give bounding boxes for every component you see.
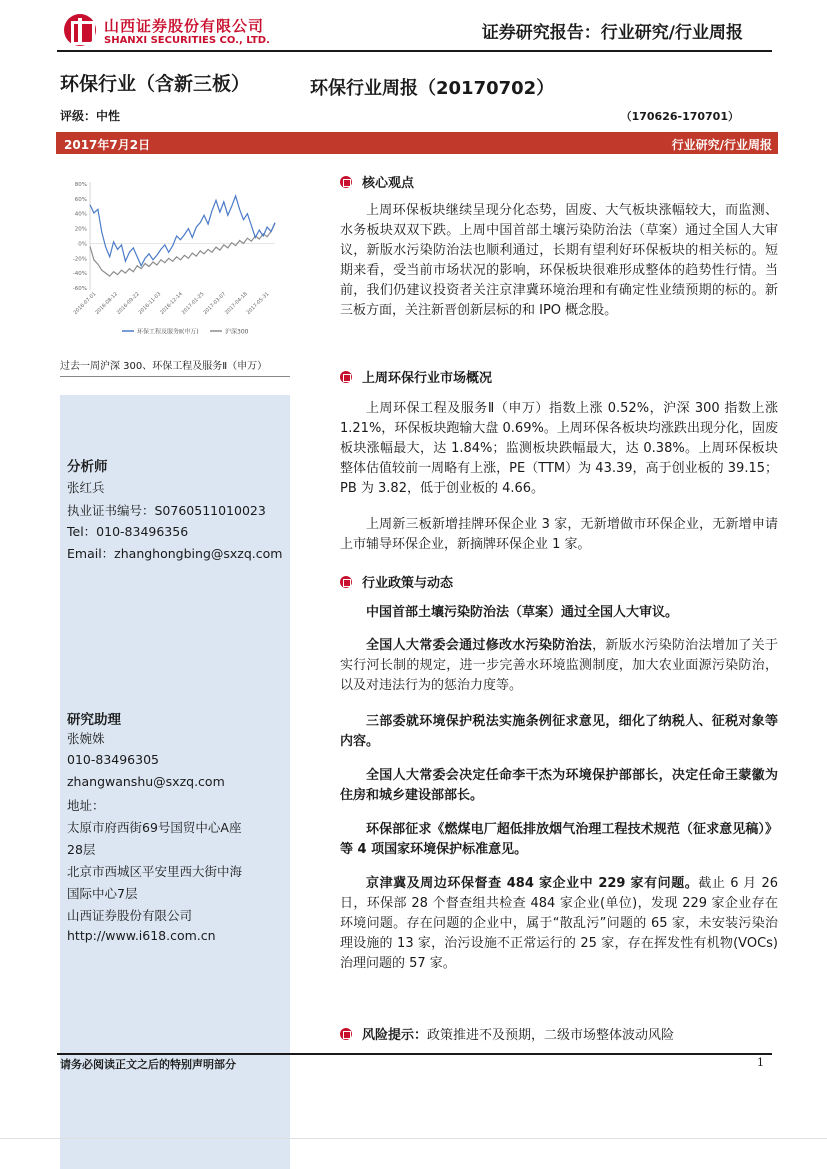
chart-y-tick-label: -60% — [72, 286, 87, 292]
legend-label-env: 环保工程及服务Ⅱ(申万) — [137, 328, 199, 336]
chart-x-tick-label: 2016-07-01 — [72, 291, 98, 316]
company-name-en: SHANXI SECURITIES CO., LTD. — [104, 35, 270, 46]
chart-legend — [122, 328, 249, 336]
chart-x-tick-label: 2016-08-12 — [94, 291, 120, 316]
policy-item-5: 环保部征求《燃煤电厂超低排放烟气治理工程技术规范（征求意见稿）》等 4 项国家环境保护标准意见。 — [340, 822, 778, 857]
logo-icon — [64, 14, 96, 46]
analyst-cert: 执业证书编号：S0760511010023 — [67, 503, 266, 518]
report-category: 行业研究/行业周报 — [671, 138, 772, 152]
company-website[interactable]: http://www.i618.com.cn — [67, 928, 216, 943]
address-line: 28层 — [67, 842, 96, 857]
chart-separator — [60, 376, 290, 377]
assistant-title: 研究助理 — [67, 712, 121, 728]
report-date: 2017年7月2日 — [64, 138, 151, 152]
company-name-cn: 山西证券股份有限公司 — [104, 17, 265, 35]
policy-item-6: 京津冀及周边环保督查 484 家企业中 229 家有问题。截止 6 月 26 日，环保部 28 个督查组共检查 484 家企业(单位)，发现 229 家企业存在环境问题。存在问题的企业中，属于“散乱污”问题的 65 家，未安装污染治理设施的 13 家，治污设施不正常运行的 25 家，存在挥发性有机物(VOCs)治理问题的 57 家。 — [340, 876, 778, 971]
chart-x-tick-label: 2016-12-14 — [159, 291, 184, 316]
chart-x-tick-label: 2017-05-31 — [245, 291, 271, 316]
analyst-name: 张红兵 — [67, 480, 105, 495]
chart-y-ticks — [73, 182, 87, 292]
header-divider — [57, 50, 772, 52]
chart-x-ticks — [73, 291, 271, 316]
analyst-email[interactable]: Email：zhanghongbing@sxzq.com — [67, 546, 283, 561]
analyst-title: 分析师 — [67, 459, 108, 475]
rating-value: 中性 — [96, 109, 121, 123]
market-text-2: 上周新三板新增挂牌环保企业 3 家，无新增做市环保企业，无新增申请上市辅导环保企业，新摘牌环保企业 1 家。 — [340, 517, 778, 552]
report-period: （170626-170701） — [620, 110, 739, 123]
company-logo — [64, 14, 274, 54]
assistant-email[interactable]: zhangwanshu@sxzq.com — [67, 774, 225, 789]
core-text: 上周环保板块继续呈现分化态势，固废、大气板块涨幅较大，而监测、水务板块双双下跌。上周中国首部土壤污染防治法（草案）通过全国人大审议，新版水污染防治法也顺利通过，长期有望利好环保板块的相关标的。短期来看，受当前市场状况的影响，环保板块很难形成整体的趋势性行情。当前，我们仍建议投资者关注京津冀环境治理和有确定性业绩预期的标的。新三板方面，关注新晋创新层标的和 IPO 概念股。 — [340, 203, 778, 318]
chart-y-tick-label: -40% — [72, 271, 87, 278]
address-label: 地址： — [67, 798, 105, 813]
risk-note — [340, 1024, 674, 1043]
market-text-1: 上周环保工程及服务Ⅱ（申万）指数上涨 0.52%，沪深 300 指数上涨 1.21%，环保板块跑输大盘 0.69%。上周环保各板块均涨跌出现分化，固废板块涨幅最大，达 1.84%；监测板块跌幅最大，达 0.38%。上周环保板块整体估值较前一周略有上涨，PE（TTM）为 43.39，高于创业板的 39.15；PB 为 3.82，低于创业板的 4.66。 — [340, 401, 778, 496]
address-line: 国际中心7层 — [67, 886, 138, 901]
chart-x-tick-label: 2017-04-18 — [223, 291, 249, 316]
chart-y-tick-label: 20% — [74, 226, 87, 233]
chart-y-tick-label: -20% — [72, 256, 87, 263]
chart-caption: 过去一周沪深 300、环保工程及服务Ⅱ（申万） — [60, 361, 268, 372]
chart-x-tick-label: 2017-03-07 — [202, 291, 228, 316]
assistant-phone: 010-83496305 — [67, 752, 159, 767]
section-policy-heading: 行业政策与动态 — [340, 572, 453, 591]
policy-item-1: 中国首部土壤污染防治法（草案）通过全国人大审议。 — [366, 605, 679, 620]
section-bullet-icon — [340, 1028, 352, 1040]
section-core-heading: 核心观点 — [340, 172, 414, 191]
report-title: 环保行业周报（20170702） — [310, 78, 555, 99]
section-bullet-icon — [340, 576, 352, 588]
section-market-heading: 上周环保行业市场概况 — [340, 367, 492, 386]
assistant-name: 张婉姝 — [67, 731, 105, 746]
report-type: 证券研究报告：行业研究/行业周报 — [481, 23, 743, 43]
rating — [60, 107, 120, 124]
chart-y-tick-label: 80% — [74, 182, 87, 188]
chart-y-tick-label: 0% — [78, 241, 87, 248]
index-chart — [60, 170, 292, 345]
policy-item-4: 全国人大常委会决定任命李干杰为环境保护部部长，决定任命王蒙徽为住房和城乡建设部部长。 — [340, 768, 778, 803]
footer-divider — [57, 1053, 772, 1055]
rating-label: 评级： — [60, 109, 97, 123]
date-banner — [56, 132, 778, 154]
series-line-env — [90, 196, 275, 266]
industry-title: 环保行业（含新三板） — [60, 73, 251, 95]
section-bullet-icon — [340, 176, 352, 188]
address-line: 山西证券股份有限公司 — [67, 908, 193, 923]
section-bullet-icon — [340, 371, 352, 383]
address-line: 太原市府西街69号国贸中心A座 — [67, 820, 242, 835]
page-number: 1 — [757, 1056, 764, 1069]
legend-label-hs300: 沪深300 — [225, 328, 249, 336]
page-bottom-rule — [0, 1138, 827, 1139]
chart-x-tick-label: 2016-09-22 — [115, 291, 141, 316]
chart-x-tick-label: 2017-01-25 — [180, 291, 206, 316]
chart-y-tick-label: 40% — [74, 211, 87, 218]
risk-text: 政策推进不及预期，二级市场整体波动风险 — [427, 1028, 675, 1043]
risk-label: 风险提示： — [362, 1028, 428, 1043]
chart-x-tick-label: 2016-11-03 — [137, 291, 163, 316]
policy-item-2: 全国人大常委会通过修改水污染防治法，新版水污染防治法增加了关于实行河长制的规定，进一步完善水环境监测制度，加大农业面源污染防治，以及对违法行为的惩治力度等。 — [340, 638, 778, 693]
analyst-tel: Tel：010-83496356 — [67, 524, 189, 539]
policy-item-3: 三部委就环境保护税法实施条例征求意见，细化了纳税人、征税对象等内容。 — [340, 714, 778, 749]
disclaimer-note: 请务必阅读正文之后的特别声明部分 — [60, 1058, 236, 1071]
address-line: 北京市西城区平安里西大街中海 — [67, 864, 243, 879]
chart-y-tick-label: 60% — [74, 196, 87, 203]
